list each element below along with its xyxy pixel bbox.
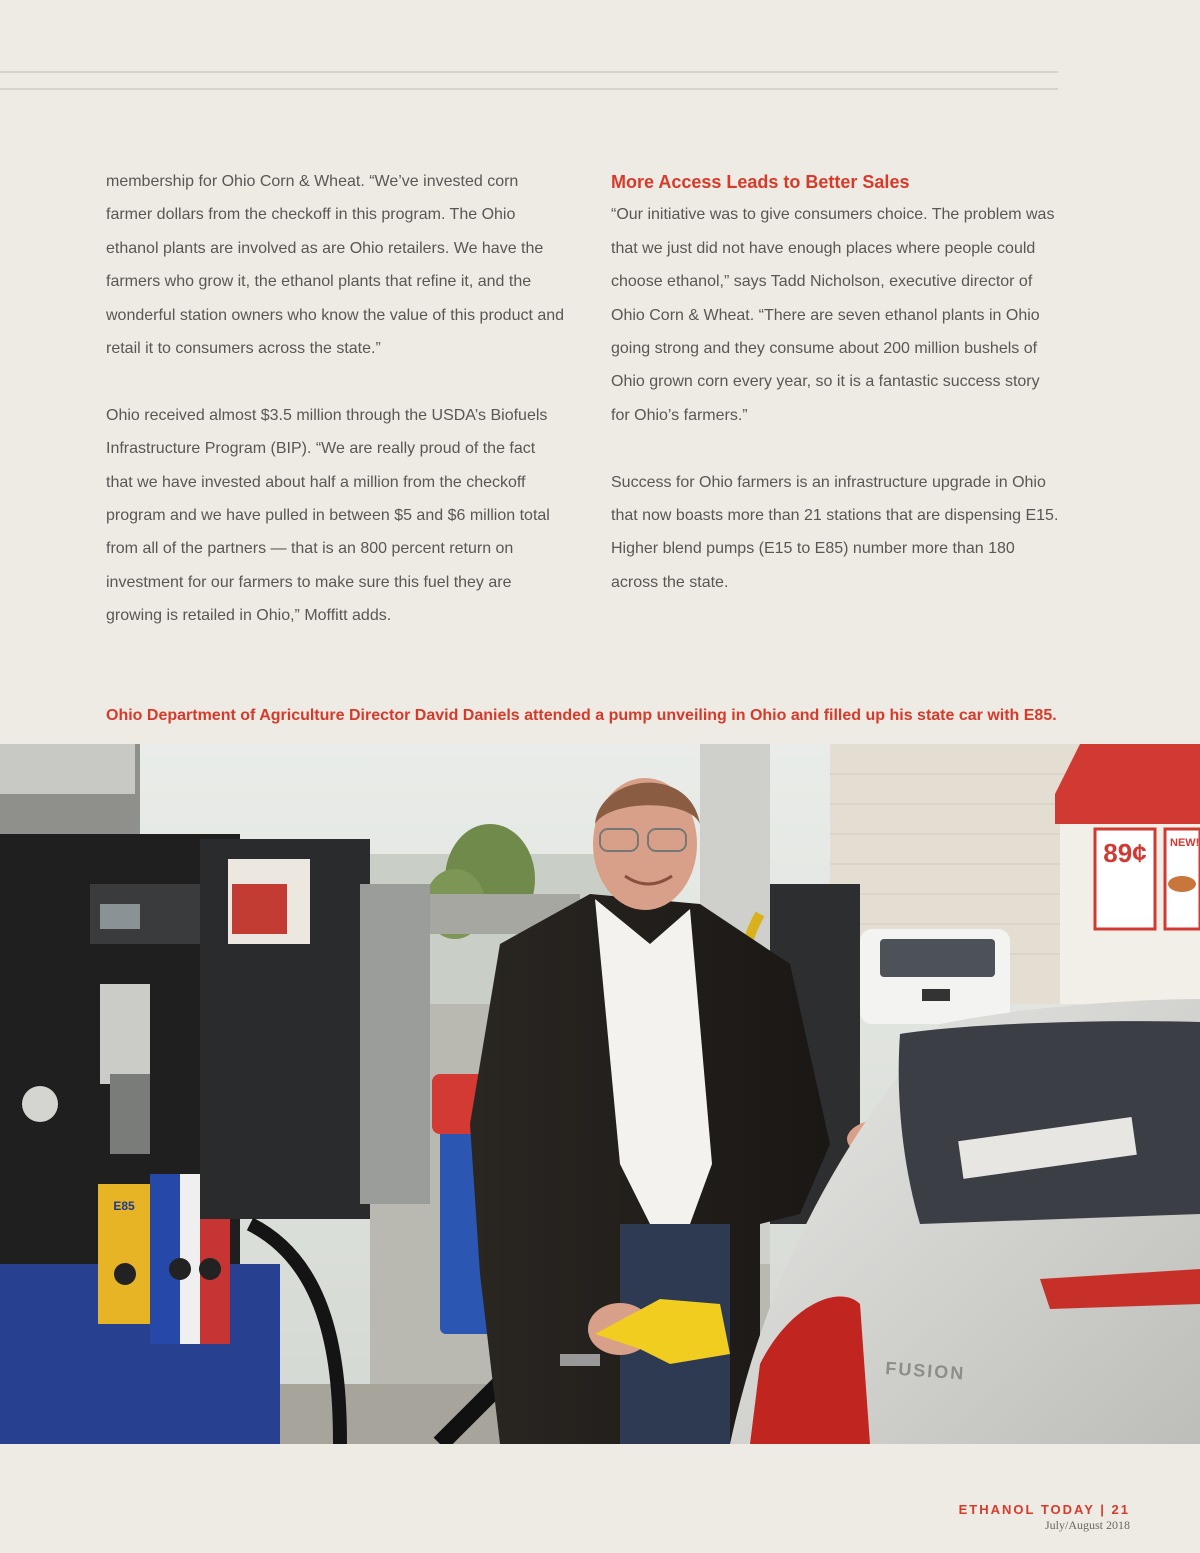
car-badge: FUSION [884, 1358, 966, 1384]
header-rule-top [0, 71, 1058, 73]
article-photo [0, 744, 1200, 1444]
pump-grade-label: E85 [113, 1199, 135, 1213]
issue-date: July/August 2018 [1044, 1518, 1130, 1532]
right-column [611, 165, 1061, 599]
magazine-page-label: ETHANOL TODAY | 21 [958, 1502, 1130, 1517]
left-paragraph-2: Ohio received almost $3.5 million through the USDA’s Biofuels Infrastructure Program (BIP). “We are really proud of the fact that we have invested about half a million from the checkoff program and we have pulled in between $5 and $6 million total from all of the partners — that is an 800 percent return on investment for our farmers to make sure this fuel they are growing is retailed in Ohio,” Moffitt adds. [106, 406, 550, 625]
page-footer [959, 1502, 1130, 1532]
photo-caption: Ohio Department of Agriculture Director David Daniels attended a pump unveiling in Ohio and filled up his state car with E85. [106, 707, 1057, 724]
store-awning [1055, 744, 1200, 824]
poster-new: NEW! [1170, 837, 1200, 849]
right-paragraph-2: Success for Ohio farmers is an infrastructure upgrade in Ohio that now boasts more than 21 stations that are dispensing E15. Higher blend pumps (E15 to E85) number more than 180 across the state. [611, 473, 1059, 591]
poster-price: 89¢ [1103, 838, 1147, 868]
left-column [106, 165, 566, 633]
header-rule-bottom [0, 88, 1058, 90]
right-paragraph-1: “Our initiative was to give consumers choice. The problem was that we just did not have enough places where people could choose ethanol,” says Tadd Nicholson, executive director of Ohio Corn & Wheat. “There are seven ethanol plants in Ohio going strong and they consume about 200 million bushels of Ohio grown corn every year, so it is a fantastic success story for Ohio’s farmers.” [611, 206, 1055, 424]
section-heading: More Access Leads to Better Sales [611, 172, 910, 192]
left-paragraph-1: membership for Ohio Corn & Wheat. “We’ve invested corn farmer dollars from the checkoff in this program. The Ohio ethanol plants are involved as are Ohio retailers. We have the farmers who grow it, the ethanol plants that refine it, and the wonderful station owners who know the value of this product and retail it to consumers across the state.” [106, 173, 565, 358]
